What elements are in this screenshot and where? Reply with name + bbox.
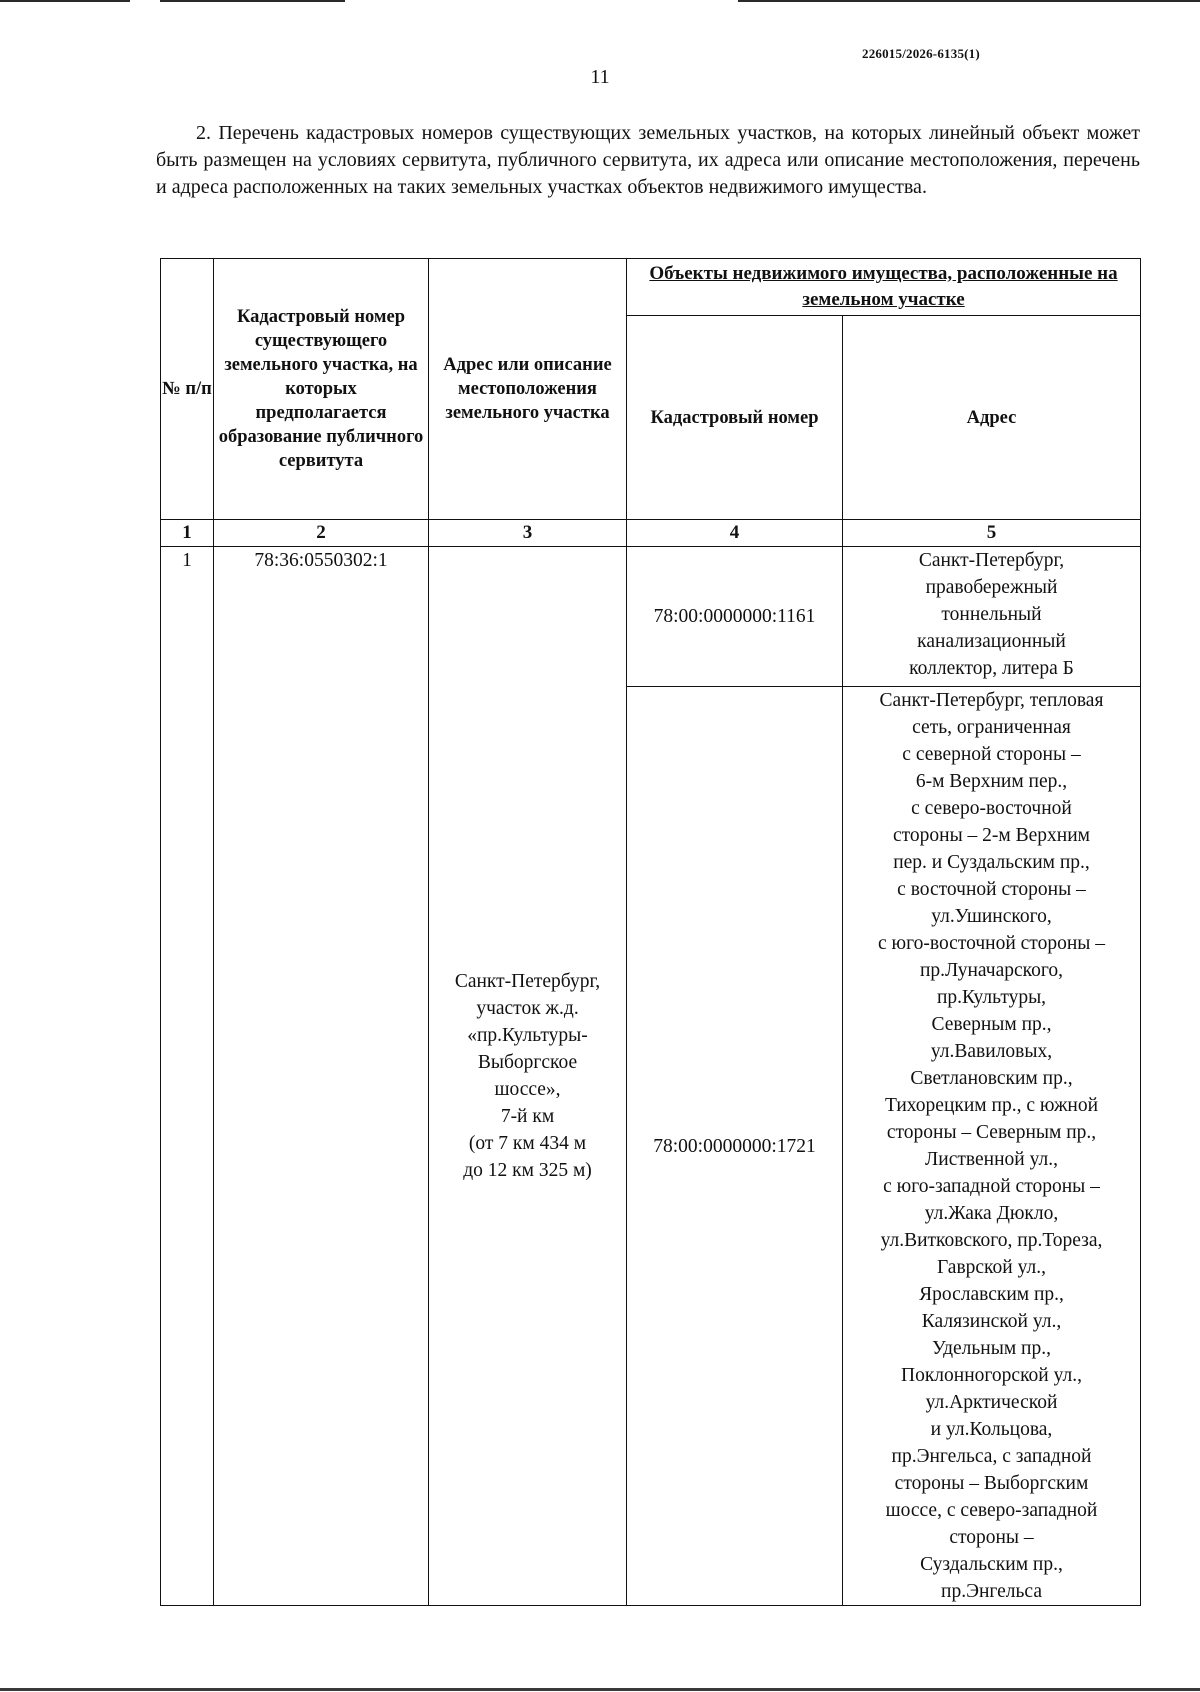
header-real-estate-objects-label: Объекты недвижимого имущества, расположенные на земельном участке: [649, 263, 1118, 310]
row-index: 1: [161, 547, 214, 1606]
column-number: 5: [843, 520, 1141, 547]
header-real-estate-objects: [627, 259, 1141, 316]
header-object-address: Адрес: [843, 316, 1141, 520]
object-address-line: пр.Культуры,: [936, 987, 1047, 1008]
object-address-line: 6-м Верхним пер.,: [915, 771, 1068, 792]
object-address-line: Суздальским пр.,: [920, 1554, 1063, 1575]
object-address-line: ул.Витковского, пр.Тореза,: [880, 1230, 1103, 1251]
column-number: 1: [161, 520, 214, 547]
page-number: 11: [590, 66, 610, 88]
table-row: [161, 547, 1141, 687]
object-address-line: Гаврской ул.,: [937, 1257, 1046, 1278]
parcel-address-line: «пр.Культуры-: [467, 1025, 588, 1046]
object-address: [843, 687, 1141, 1606]
object-address-line: пр.Луначарского,: [919, 960, 1064, 981]
parcel-address-line: Выборгское: [477, 1052, 578, 1073]
object-address-line: стороны –: [949, 1527, 1034, 1548]
object-address-line: канализационный: [917, 631, 1066, 652]
parcel-cadastral-number: 78:36:0550302:1: [214, 547, 429, 1606]
parcels-table: [160, 258, 1141, 1606]
object-address-line: коллектор, литера Б: [909, 658, 1074, 679]
object-address-line: правобережный: [925, 577, 1058, 598]
header-parcel-address: Адрес или описание местоположения земельного участка: [429, 259, 627, 520]
object-address-line: Санкт-Петербург, тепловая: [879, 690, 1104, 711]
object-address-line: сеть, ограниченная: [912, 717, 1071, 738]
object-address-line: Калязинской ул.,: [921, 1311, 1062, 1332]
object-address-line: с северо-восточной: [911, 798, 1072, 819]
column-number: 4: [627, 520, 843, 547]
header-index: № п/п: [161, 259, 214, 520]
object-address-line: и ул.Кольцова,: [930, 1419, 1053, 1440]
document-number: 226015/2026-6135(1): [862, 46, 980, 61]
column-number: 3: [429, 520, 627, 547]
scan-edge-bottom: [0, 1688, 1200, 1691]
object-address-line: пр.Энгельса, с западной: [891, 1446, 1092, 1467]
column-number: 2: [214, 520, 429, 547]
object-address-line: Поклонногорской ул.,: [901, 1365, 1082, 1386]
intro-paragraph: 2. Перечень кадастровых номеров существующих земельных участков, на которых линейный объект может быть размещен на условиях сервитута, публичного сервитута, их адреса или описание местоположения, перечень и адреса расположенных на таких земельных участках объектов недвижимого имущества.: [156, 122, 1140, 198]
object-address-line: шоссе, с северо-западной: [885, 1500, 1098, 1521]
object-address-line: ул.Арктической: [925, 1392, 1058, 1413]
object-address-line: Северным пр.,: [931, 1014, 1052, 1035]
parcel-address-line: (от 7 км 434 м: [468, 1133, 587, 1154]
parcel-address-line: до 12 км 325 м): [463, 1160, 592, 1181]
parcel-address-line: 7-й км: [500, 1106, 555, 1127]
parcel-address-line: Санкт-Петербург,: [454, 971, 601, 992]
object-address-line: стороны – 2-м Верхним: [892, 825, 1091, 846]
object-address-line: ул.Жака Дюкло,: [924, 1203, 1059, 1224]
object-address-line: Лиственной ул.,: [925, 1149, 1058, 1170]
object-address-line: с северной стороны –: [902, 744, 1081, 765]
object-address-line: Светлановским пр.,: [910, 1068, 1073, 1089]
object-address-line: Удельным пр.,: [932, 1338, 1051, 1359]
parcel-address: [429, 547, 627, 1606]
object-cadastral-number: 78:00:0000000:1721: [627, 687, 843, 1606]
scan-edge-top: [0, 0, 130, 2]
parcel-address-line: участок ж.д.: [476, 998, 579, 1019]
object-address-line: ул.Вавиловых,: [930, 1041, 1053, 1062]
scan-edge-top: [160, 0, 345, 2]
object-address: [843, 547, 1141, 687]
object-address-line: пр.Энгельса: [941, 1581, 1042, 1602]
object-address-line: Тихорецким пр., с южной: [884, 1095, 1099, 1116]
object-address-line: Ярославским пр.,: [919, 1284, 1064, 1305]
header-parcel-number: Кадастровый номер существующего земельного участка, на которых предполагается образование публичного сервитута: [214, 259, 429, 520]
header-object-cadastral-number: Кадастровый номер: [627, 316, 843, 520]
object-address-line: с восточной стороны –: [897, 879, 1086, 900]
scan-edge-top: [738, 0, 1200, 2]
object-address-line: с юго-западной стороны –: [883, 1176, 1100, 1197]
object-cadastral-number: 78:00:0000000:1161: [627, 547, 843, 687]
object-address-line: стороны – Северным пр.,: [886, 1122, 1097, 1143]
column-numbers-row: [161, 520, 1141, 547]
parcel-address-line: шоссе»,: [494, 1079, 561, 1100]
object-address-line: пер. и Суздальским пр.,: [893, 852, 1090, 873]
object-address-line: стороны – Выборгским: [894, 1473, 1089, 1494]
object-address-line: тоннельный: [941, 604, 1042, 625]
object-address-line: ул.Ушинского,: [931, 906, 1052, 927]
object-address-line: с юго-восточной стороны –: [878, 933, 1105, 954]
object-address-line: Санкт-Петербург,: [918, 550, 1065, 571]
